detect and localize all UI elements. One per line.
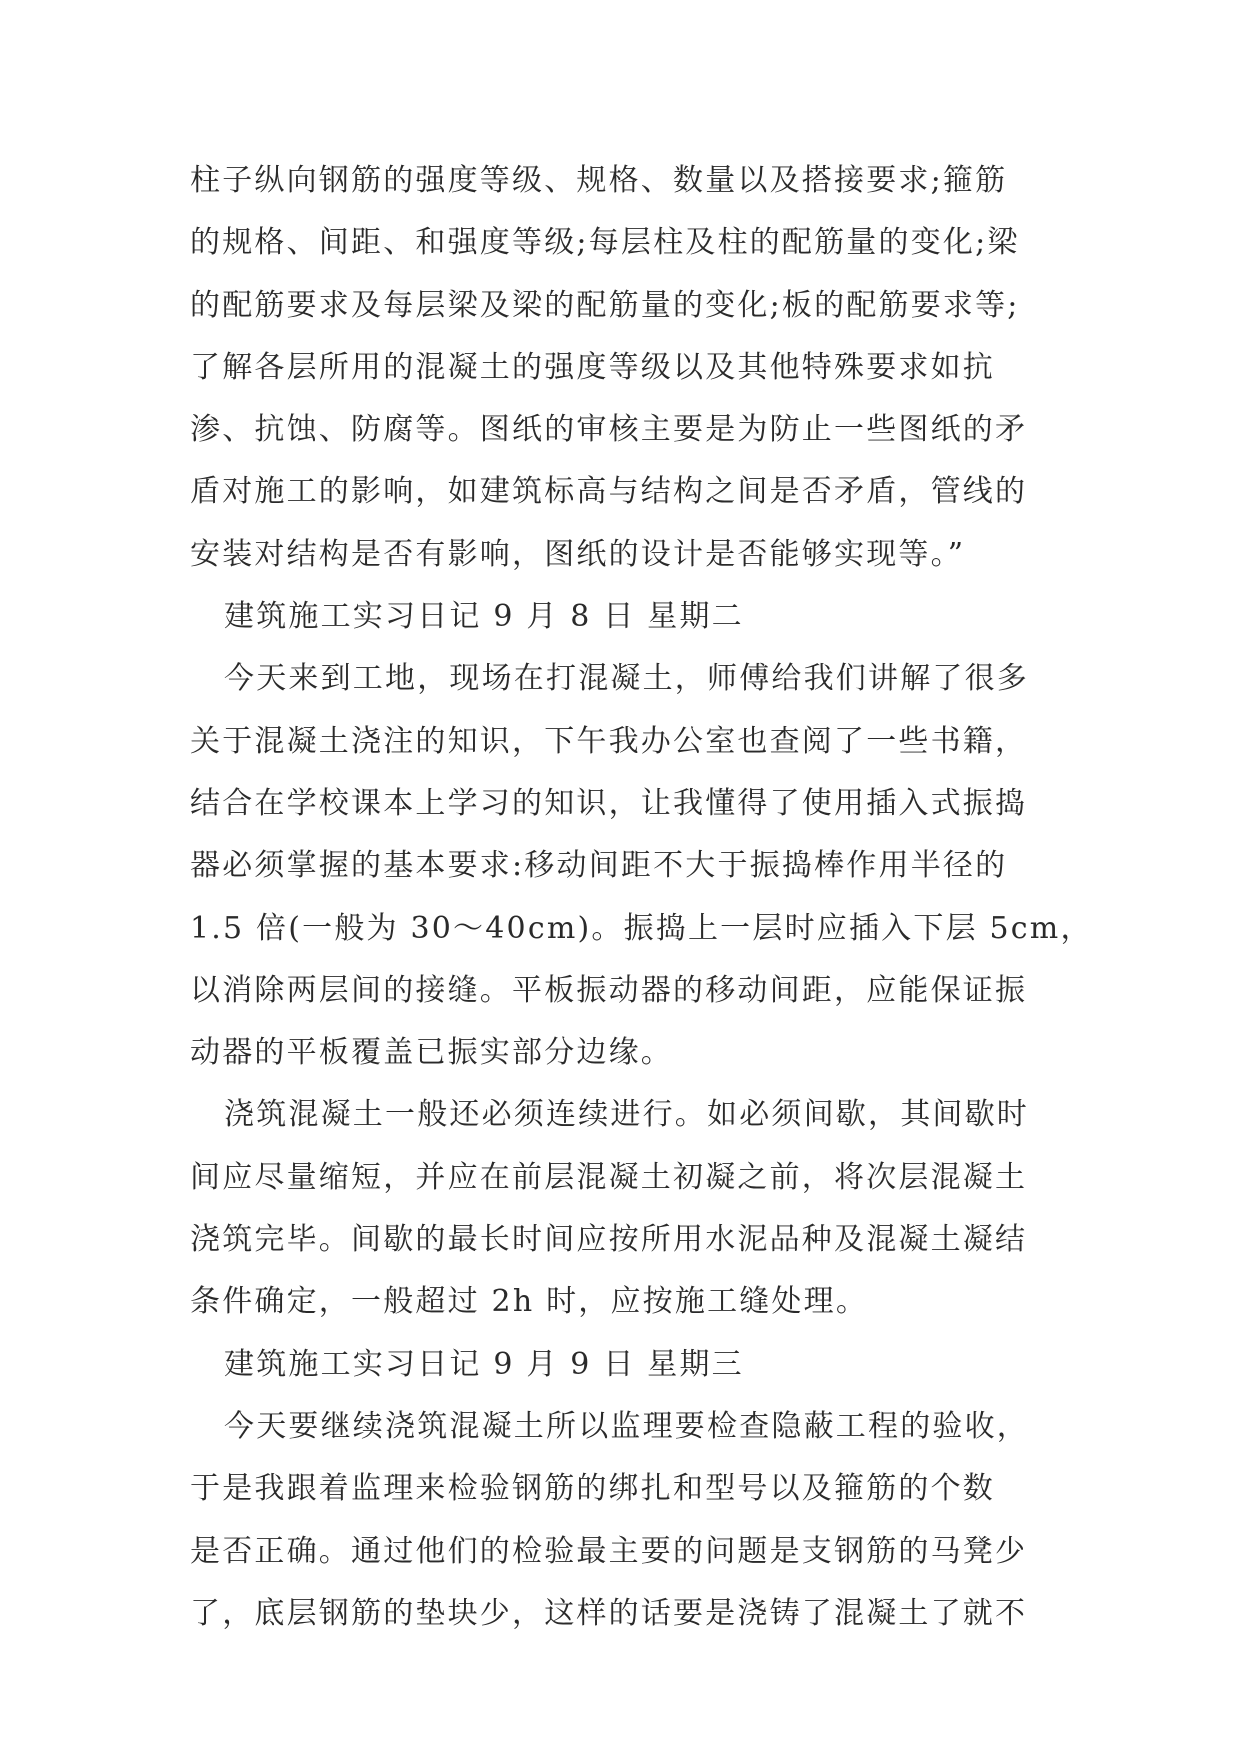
text-line: 浇筑完毕。间歇的最长时间应按所用水泥品种及混凝土凝结: [190, 1222, 1028, 1258]
text-line: 结合在学校课本上学习的知识，让我懂得了使用插入式振捣: [190, 785, 1028, 821]
diary-heading-sep9: 建筑施工实习日记 9 月 9 日 星期三: [224, 1346, 744, 1382]
text-line: 以消除两层间的接缝。平板振动器的移动间距，应能保证振: [190, 972, 1028, 1008]
text-line: 柱子纵向钢筋的强度等级、规格、数量以及搭接要求;箍筋: [190, 163, 1008, 198]
document-body: [190, 150, 1093, 1645]
text-line: 的规格、间距、和强度等级;每层柱及柱的配筋量的变化;梁: [190, 225, 1020, 261]
text-line: 是否正确。通过他们的检验最主要的问题是支钢筋的马凳少: [190, 1533, 1028, 1569]
text-line: 1.5 倍(一般为 30～40cm)。振捣上一层时应插入下层 5cm，: [190, 910, 1093, 946]
text-line: 间应尽量缩短，并应在前层混凝土初凝之前，将次层混凝土: [190, 1159, 1028, 1195]
text-line: 条件确定，一般超过 2h 时，应按施工缝处理。: [190, 1284, 869, 1320]
diary-heading-sep8: 建筑施工实习日记 9 月 8 日 星期二: [224, 599, 744, 635]
text-line: 动器的平板覆盖已振实部分边缘。: [190, 1035, 673, 1071]
paragraph-first-line: 今天要继续浇筑混凝土所以监理要检查隐蔽工程的验收，: [224, 1408, 1029, 1444]
text-line: 了解各层所用的混凝土的强度等级以及其他特殊要求如抗: [190, 349, 995, 385]
text-line: 盾对施工的影响，如建筑标高与结构之间是否矛盾，管线的: [190, 474, 1028, 510]
text-line: 关于混凝土浇注的知识，下午我办公室也查阅了一些书籍，: [190, 723, 1028, 759]
paragraph-first-line: 浇筑混凝土一般还必须连续进行。如必须间歇，其间歇时: [224, 1097, 1029, 1133]
text-line: 渗、抗蚀、防腐等。图纸的审核主要是为防止一些图纸的矛: [190, 412, 1028, 448]
text-line: 安装对结构是否有影响，图纸的设计是否能够实现等。”: [190, 536, 966, 572]
paragraph-first-line: 今天来到工地，现场在打混凝土，师傅给我们讲解了很多: [224, 661, 1029, 697]
text-line: 的配筋要求及每层梁及梁的配筋量的变化;板的配筋要求等;: [190, 287, 1020, 323]
text-line: 器必须掌握的基本要求:移动间距不大于振捣棒作用半径的: [190, 848, 1008, 884]
text-line: 于是我跟着监理来检验钢筋的绑扎和型号以及箍筋的个数: [190, 1471, 995, 1507]
text-line: 了，底层钢筋的垫块少，这样的话要是浇铸了混凝土了就不: [190, 1595, 1028, 1631]
